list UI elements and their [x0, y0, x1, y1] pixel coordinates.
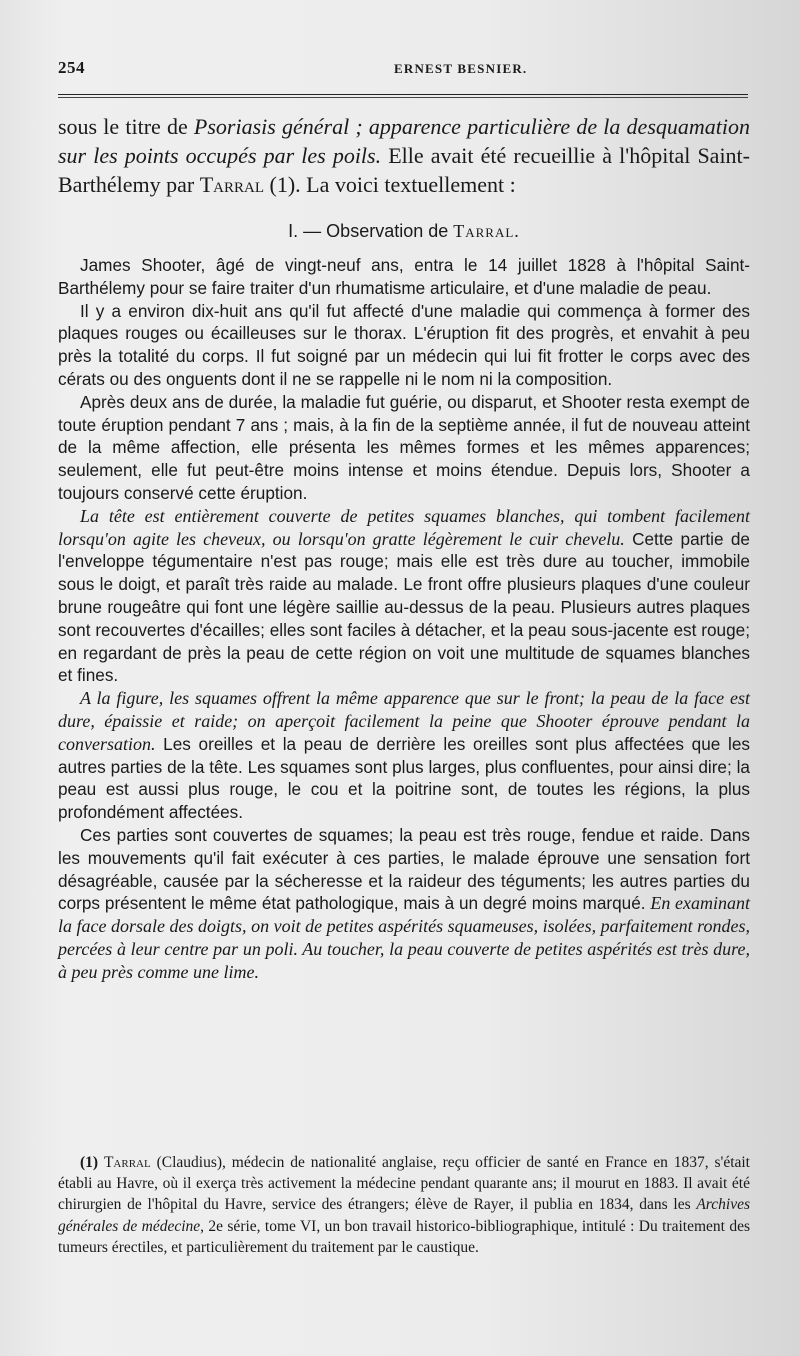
- page-body: [58, 112, 750, 984]
- body-paragraph: Il y a environ dix-huit ans qu'il fut affecté d'une maladie qui commença à former des plaques rouges ou écailleuses sur le thorax. L'éruption fit des progrès, et envahit à peu près la totalité du corps. Il fut soigné par un médecin qui lui fit frotter le corps avec des cérats ou des onguents dont il ne se rappelle ni le nom ni la composition.: [58, 300, 750, 389]
- intro-paragraph: [58, 112, 750, 199]
- body-text: Cette partie de l'enveloppe tégumentaire n'est pas rouge; mais elle est très dure au toucher, immobile sous le doigt, et paraît très raide au malade. Le front offre plusieurs plaques d'une couleur brune rougeâtre qui font une légère saillie au-dessus de la peau. Plusieurs autres plaques sont recouvertes d'écailles; elles sont faciles à détacher, et la peau sous-jacente est rouge; en regardant de près la peau de cette région on voit une multitude de squames blanches et fines.: [58, 528, 750, 686]
- footnote-journal: Archives générales de médecine: [58, 1196, 750, 1235]
- body-text: Les oreilles et la peau de derrière les oreilles sont plus affectées que les autres parties de la tête. Les squames sont plus larges, plus confluentes, pour ainsi dire; la peau est aussi plus rouge, le cou et la poitrine sont, de toutes les régions, la plus profondément affectées.: [58, 733, 750, 823]
- page-header: [58, 58, 748, 88]
- italic-passage: En examinant la face dorsale des doigts, on voit de petites aspérités squameuses, isolées, parfaitement rondes, percées à leur centre par un poli. Au toucher, la peau couverte de petites aspérités est très dure, à peu près comme une lime.: [58, 893, 750, 982]
- intro-text: Elle avait été recueillie à l'hôpital Saint-Barthélemy par: [58, 143, 750, 197]
- footnote-author: Tarral: [103, 1154, 151, 1171]
- header-rule: [58, 94, 748, 98]
- intro-title-italic: Psoriasis général ; apparence particulière de la desquamation sur les points occupés par les poils.: [58, 114, 750, 168]
- section-heading-author: Tarral.: [453, 221, 520, 241]
- body-paragraph: [58, 505, 750, 687]
- page-number: 254: [58, 58, 85, 77]
- author-name: Tarral: [199, 172, 265, 197]
- body-paragraph: Après deux ans de durée, la maladie fut guérie, ou disparut, et Shooter resta exempt de toute éruption pendant 7 ans ; mais, à la fin de la septième année, il fut de nouveau atteint de la même affection, elle présenta les mêmes formes et les mêmes apparences; seulement, elle fut peut-être moins intense et moins étendue. Depuis lors, Shooter a toujours conservé cette éruption.: [58, 391, 750, 503]
- italic-passage: La tête est entièrement couverte de petites squames blanches, qui tombent facilement lorsqu'on agite les cheveux, ou lorsqu'on gratte légèrement le cuir chevelu.: [58, 505, 750, 549]
- intro-text: (1). La voici textuellement :: [264, 172, 516, 197]
- section-heading-text: I. — Observation de: [288, 221, 454, 241]
- body-paragraph: James Shooter, âgé de vingt-neuf ans, entra le 14 juillet 1828 à l'hôpital Saint-Barthélemy pour se faire traiter d'un rhumatisme articulaire, et d'une maladie de peau.: [58, 255, 750, 298]
- body-paragraph: [58, 824, 750, 984]
- section-heading: [58, 221, 750, 242]
- italic-passage: A la figure, les squames offrent la même apparence que sur le front; la peau de la face est dure, épaissie et raide; on aperçoit facilement la peine que Shooter éprouve pendant la conversation.: [58, 688, 750, 754]
- body-text: Ces parties sont couvertes de squames; la peau est très rouge, fendue et raide. Dans les mouvements qu'il fait exécuter à ces parties, le malade éprouve une sensation fort désagréable, causée par la sécheresse et la raideur des téguments; les autres parties du corps présentent le même état pathologique, mais à un degré moins marqué.: [58, 824, 750, 914]
- footnote-marker: (1): [80, 1154, 104, 1171]
- footnote: [58, 1152, 750, 1258]
- intro-text: sous le titre de: [58, 114, 194, 139]
- footnote-text: , 2e série, tome VI, un bon travail historico-bibliographique, intitulé : Du traitement des tumeurs érectiles, et particulièrement du traitement par le caustique.: [58, 1217, 750, 1256]
- footnote-text: (Claudius), médecin de nationalité anglaise, reçu officier de santé en France en 1837, s'était établi au Havre, où il exerça très activement la médecine pendant quarante ans; il mourut en 1883. Il avait été chirurgien de l'hôpital du Havre, service des étrangers; élève de Rayer, il publia en 1834, dans les: [58, 1154, 750, 1214]
- running-head: ERNEST BESNIER.: [394, 61, 528, 76]
- body-paragraph: [58, 687, 750, 824]
